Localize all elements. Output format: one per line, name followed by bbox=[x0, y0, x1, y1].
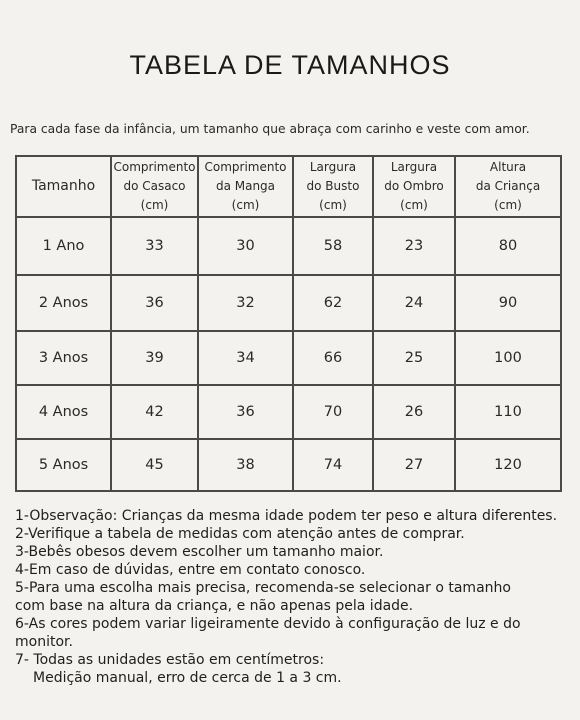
page-subtitle: Para cada fase da infância, um tamanho que abraça com carinho e veste com amor. bbox=[10, 122, 530, 136]
header-child-height bbox=[455, 156, 561, 217]
header-line: da Manga bbox=[215, 179, 276, 193]
header-bust-width bbox=[293, 156, 373, 217]
table-cell: 70 bbox=[293, 385, 373, 439]
note-line: Medição manual, erro de cerca de 1 a 3 cm. bbox=[33, 670, 342, 686]
table-row bbox=[16, 217, 561, 275]
size-table bbox=[15, 155, 562, 492]
page-title: TABELA DE TAMANHOS bbox=[129, 50, 451, 80]
table-cell: 66 bbox=[293, 331, 373, 385]
table-cell: 26 bbox=[373, 385, 455, 439]
table-cell: 24 bbox=[373, 275, 455, 331]
header-line: Comprimento bbox=[113, 160, 196, 174]
header-line: do Casaco bbox=[123, 179, 186, 193]
table-cell: 100 bbox=[455, 331, 561, 385]
header-line: (cm) bbox=[400, 198, 428, 212]
table-cell: 2 Anos bbox=[16, 275, 111, 331]
note-line: com base na altura da criança, e não apenas pela idade. bbox=[15, 598, 414, 614]
table-cell: 45 bbox=[111, 439, 198, 491]
header-line: da Criança bbox=[475, 179, 541, 193]
table-cell: 27 bbox=[373, 439, 455, 491]
table-cell: 25 bbox=[373, 331, 455, 385]
header-line: (cm) bbox=[319, 198, 347, 212]
table-cell: 34 bbox=[198, 331, 293, 385]
header-line: (cm) bbox=[494, 198, 522, 212]
table-row bbox=[16, 275, 561, 331]
table-cell: 38 bbox=[198, 439, 293, 491]
table-cell: 30 bbox=[198, 217, 293, 275]
note-line: 4-Em caso de dúvidas, entre em contato conosco. bbox=[15, 562, 366, 578]
note-line: 5-Para uma escolha mais precisa, recomenda-se selecionar o tamanho bbox=[15, 580, 511, 596]
note-line: 2-Verifique a tabela de medidas com atenção antes de comprar. bbox=[15, 526, 465, 542]
table-cell: 1 Ano bbox=[16, 217, 111, 275]
header-line: Tamanho bbox=[31, 178, 96, 194]
notes-list bbox=[15, 507, 575, 687]
header-line: (cm) bbox=[140, 198, 169, 212]
header-line: Largura bbox=[390, 160, 438, 174]
header-line: (cm) bbox=[231, 198, 260, 212]
table-cell: 120 bbox=[455, 439, 561, 491]
table-cell: 3 Anos bbox=[16, 331, 111, 385]
note-line: 1-Observação: Crianças da mesma idade podem ter peso e altura diferentes. bbox=[15, 508, 558, 524]
table-cell: 23 bbox=[373, 217, 455, 275]
table-cell: 39 bbox=[111, 331, 198, 385]
header-line: do Ombro bbox=[384, 179, 444, 193]
table-header-row bbox=[16, 156, 561, 217]
table-row bbox=[16, 385, 561, 439]
note-line: 7- Todas as unidades estão em centímetros: bbox=[15, 652, 325, 668]
header-coat-length bbox=[111, 156, 198, 217]
table-cell: 42 bbox=[111, 385, 198, 439]
header-line: do Busto bbox=[306, 179, 360, 193]
table-row bbox=[16, 439, 561, 491]
header-shoulder-width bbox=[373, 156, 455, 217]
table-cell: 33 bbox=[111, 217, 198, 275]
table-cell: 58 bbox=[293, 217, 373, 275]
table-cell: 80 bbox=[455, 217, 561, 275]
table-cell: 4 Anos bbox=[16, 385, 111, 439]
header-line: Comprimento bbox=[204, 160, 287, 174]
table-cell: 36 bbox=[111, 275, 198, 331]
table-cell: 5 Anos bbox=[16, 439, 111, 491]
note-line: 6-As cores podem variar ligeiramente devido à configuração de luz e do bbox=[15, 616, 521, 632]
note-line: monitor. bbox=[15, 634, 73, 650]
header-size bbox=[16, 156, 111, 217]
table-cell: 32 bbox=[198, 275, 293, 331]
header-sleeve-length bbox=[198, 156, 293, 217]
table-row bbox=[16, 331, 561, 385]
note-line: 3-Bebês obesos devem escolher um tamanho maior. bbox=[15, 544, 384, 560]
table-cell: 74 bbox=[293, 439, 373, 491]
header-line: Largura bbox=[309, 160, 357, 174]
table-cell: 110 bbox=[455, 385, 561, 439]
table-cell: 62 bbox=[293, 275, 373, 331]
header-line: Altura bbox=[489, 160, 527, 174]
table-cell: 90 bbox=[455, 275, 561, 331]
table-cell: 36 bbox=[198, 385, 293, 439]
